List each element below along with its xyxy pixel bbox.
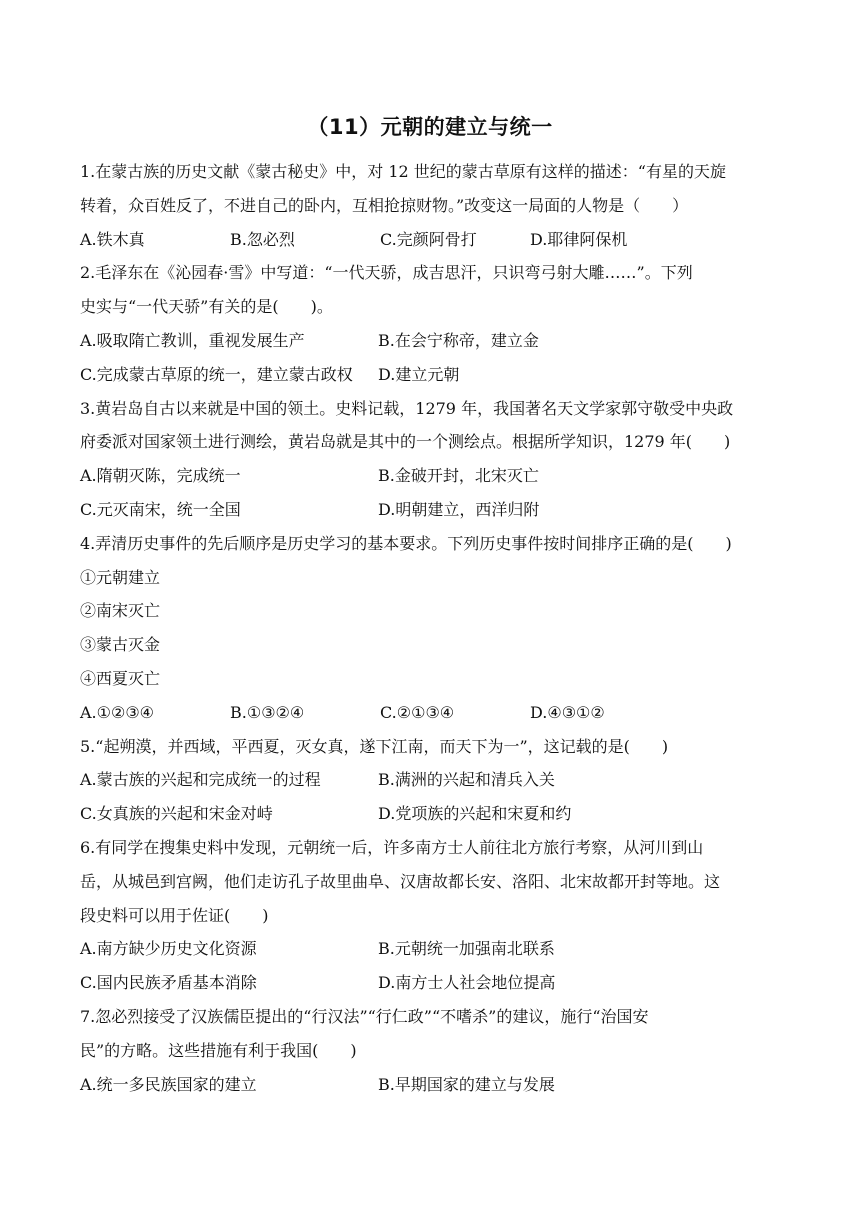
option-b: B.元朝统一加强南北联系 bbox=[378, 939, 555, 959]
option-b: B.金破开封，北宋灭亡 bbox=[378, 466, 539, 486]
options-row bbox=[80, 1068, 780, 1102]
option-b: B.①③②④ bbox=[230, 702, 305, 722]
question-text-line: 民”的方略。这些措施有利于我国( ) bbox=[80, 1040, 357, 1060]
option-b: B.早期国家的建立与发展 bbox=[378, 1074, 555, 1094]
question-text-line: 7.忽必烈接受了汉族儒臣提出的“行汉法”“行仁政”“不嗜杀”的建议，施行“治国安 bbox=[80, 1006, 649, 1026]
question-text-line: 1.在蒙古族的历史文献《蒙古秘史》中，对 12 世纪的蒙古草原有这样的描述：“有星的天旋 bbox=[80, 162, 726, 181]
question-7 bbox=[80, 1000, 780, 1101]
question-2 bbox=[80, 256, 780, 391]
event-item: ③蒙古灭金 bbox=[80, 635, 161, 655]
options-row bbox=[80, 966, 780, 1000]
option-a: A.统一多民族国家的建立 bbox=[80, 1074, 257, 1094]
question-6 bbox=[80, 831, 780, 1000]
option-c: C.国内民族矛盾基本消除 bbox=[80, 973, 257, 993]
options-row bbox=[80, 223, 780, 257]
option-c: C.女真族的兴起和宋金对峙 bbox=[80, 804, 273, 824]
options-row bbox=[80, 696, 780, 730]
option-c: C.②①③④ bbox=[380, 702, 455, 722]
option-c: C.完成蒙古草原的统一，建立蒙古政权 bbox=[80, 364, 353, 384]
options-row bbox=[80, 493, 780, 527]
question-text-line: 5.“起朔漠，并西域，平西夏，灭女真，遂下江南，而天下为一”，这记载的是( ) bbox=[80, 736, 669, 756]
options-row bbox=[80, 797, 780, 831]
option-a: A.南方缺少历史文化资源 bbox=[80, 939, 257, 959]
option-c: C.元灭南宋，统一全国 bbox=[80, 499, 241, 519]
question-1 bbox=[80, 155, 780, 256]
question-list bbox=[80, 155, 780, 1101]
option-a: A.铁木真 bbox=[80, 229, 145, 249]
question-text-line: 岳，从城邑到宫阙，他们走访孔子故里曲阜、汉唐故都长安、洛阳、北宋故都开封等地。这 bbox=[80, 871, 721, 891]
options-row bbox=[80, 358, 780, 392]
options-row bbox=[80, 324, 780, 358]
option-b: B.在会宁称帝，建立金 bbox=[378, 330, 539, 350]
page-title: （11）元朝的建立与统一 bbox=[307, 115, 553, 139]
event-item: ④西夏灭亡 bbox=[80, 668, 161, 688]
event-item: ①元朝建立 bbox=[80, 567, 161, 587]
option-a: A.①②③④ bbox=[80, 702, 155, 722]
question-text-line: 6.有同学在搜集史料中发现，元朝统一后，许多南方士人前往北方旅行考察，从河川到山 bbox=[80, 837, 704, 857]
option-d: D.建立元朝 bbox=[378, 364, 460, 384]
option-a: A.吸取隋亡教训，重视发展生产 bbox=[80, 330, 305, 350]
option-d: D.耶律阿保机 bbox=[530, 229, 628, 249]
question-text-line: 转着，众百姓反了，不进自己的卧内，互相抢掠财物。”改变这一局面的人物是（ ） bbox=[80, 195, 689, 215]
question-5 bbox=[80, 730, 780, 831]
option-d: D.南方士人社会地位提高 bbox=[378, 973, 556, 993]
option-c: C.完颜阿骨打 bbox=[380, 229, 477, 249]
question-text-line: 史实与“一代天骄”有关的是( )。 bbox=[80, 297, 333, 317]
option-a: A.蒙古族的兴起和完成统一的过程 bbox=[80, 770, 321, 790]
options-row bbox=[80, 459, 780, 493]
option-b: B.满洲的兴起和清兵入关 bbox=[378, 770, 555, 790]
question-text-line: 2.毛泽东在《沁园春·雪》中写道：“一代天骄，成吉思汗，只识弯弓射大雕……”。下列 bbox=[80, 263, 693, 283]
question-text-line: 3.黄岩岛自古以来就是中国的领土。史料记载，1279 年，我国著名天文学家郭守敬受中央政 bbox=[80, 398, 734, 418]
option-d: D.④③①② bbox=[530, 702, 605, 722]
event-item: ②南宋灭亡 bbox=[80, 601, 161, 621]
option-d: D.党项族的兴起和宋夏和约 bbox=[378, 804, 572, 824]
options-row bbox=[80, 932, 780, 966]
options-row bbox=[80, 763, 780, 797]
question-text-line: 府委派对国家领土进行测绘，黄岩岛就是其中的一个测绘点。根据所学知识，1279 年( ) bbox=[80, 432, 731, 452]
question-text-line: 段史料可以用于佐证( ) bbox=[80, 905, 269, 925]
option-b: B.忽必烈 bbox=[230, 229, 295, 249]
option-a: A.隋朝灭陈，完成统一 bbox=[80, 466, 241, 486]
question-text-line: 4.弄清历史事件的先后顺序是历史学习的基本要求。下列历史事件按时间排序正确的是( ) bbox=[80, 533, 732, 553]
question-4 bbox=[80, 527, 780, 730]
option-d: D.明朝建立，西洋归附 bbox=[378, 499, 540, 519]
question-3 bbox=[80, 392, 780, 527]
